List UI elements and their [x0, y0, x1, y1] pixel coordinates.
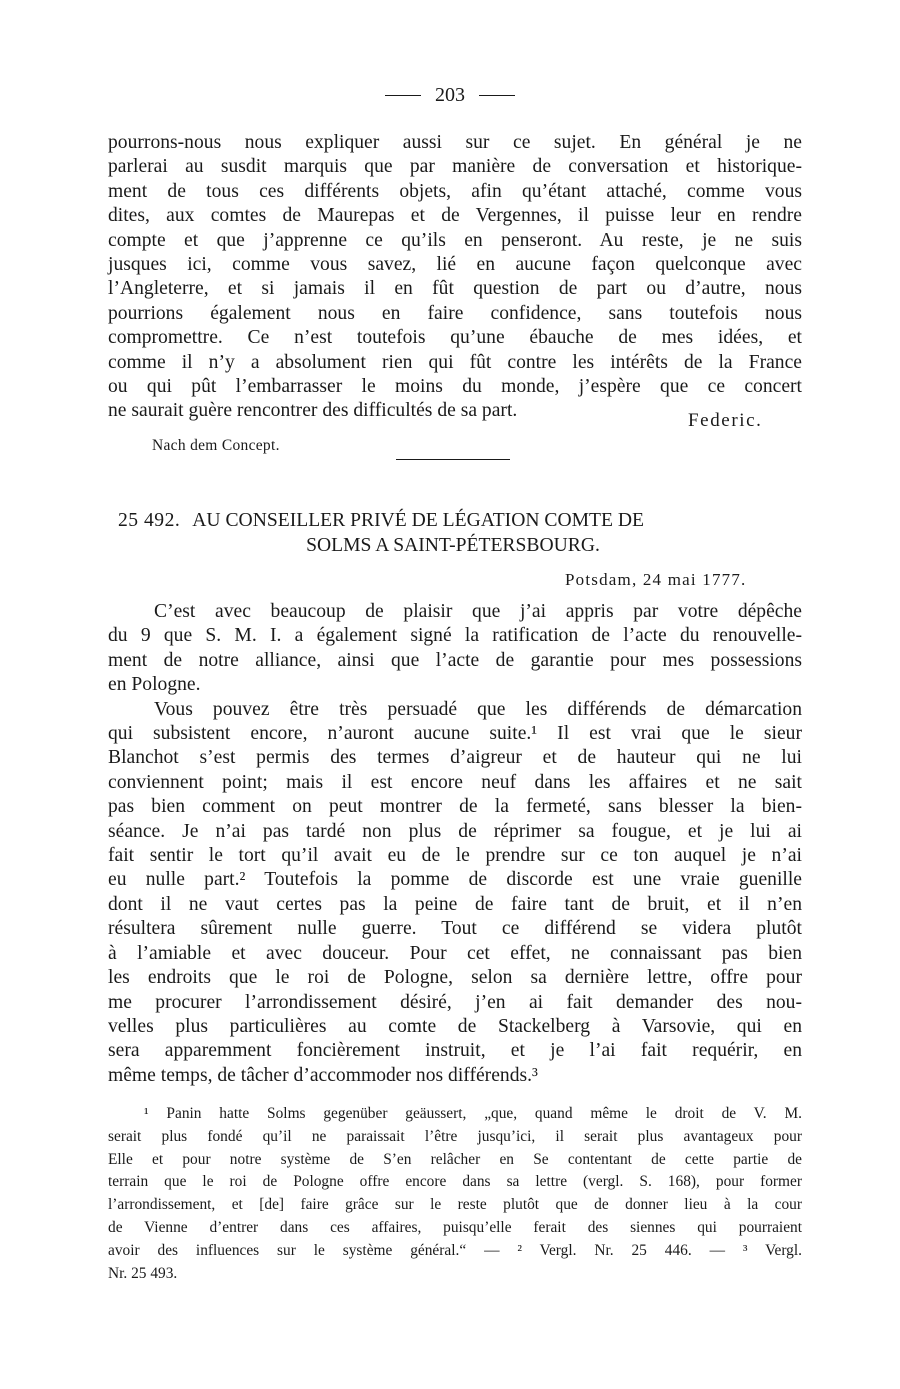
page-header: [0, 84, 900, 107]
text-line: Blanchot s’est permis des termes d’aigreur et de hauteur qui ne lui: [108, 747, 802, 769]
text-line: pas bien comment on peut montrer de la fermeté, sans blesser la bien-: [108, 796, 802, 818]
text-line: compte et que j’apprenne ce qu’ils en penseront. Au reste, je ne suis: [108, 229, 802, 251]
continuation-paragraph: [108, 131, 802, 424]
dateline: Potsdam, 24 mai 1777.: [565, 570, 747, 589]
letter-number: 25 492.: [118, 510, 181, 531]
page-number: 203: [435, 84, 465, 106]
footnote-line: avoir des influences sur le système général.“ — ² Vergl. Nr. 25 446. — ³ Vergl.: [108, 1241, 802, 1259]
text-line: résultera sûrement nulle guerre. Tout ce différend se videra plutôt: [108, 918, 802, 940]
text-line: ment de notre alliance, ainsi que l’acte de garantie pour mes possessions: [108, 649, 802, 671]
text-line: les endroits que le roi de Pologne, selon sa dernière lettre, offre pour: [108, 967, 802, 989]
section-divider: [396, 459, 510, 460]
text-line: me procurer l’arrondissement désiré, j’en ai fait demander des nou-: [108, 991, 802, 1013]
text-line: sera apparemment foncièrement instruit, et je l’ai fait requérir, en: [108, 1040, 802, 1062]
heading-line-2: SOLMS A SAINT-PÉTERSBOURG.: [306, 535, 600, 556]
text-line: compromettre. Ce n’est toutefois qu’une ébauche de mes idées, et: [108, 327, 802, 349]
footnote-line: ¹ Panin hatte Solms gegenüber geäussert, „que, quand même le droit de V. M.: [144, 1105, 802, 1122]
footnote-line: de Vienne d’entrer dans ces affaires, puisqu’elle ferait des siennes qui pourraient: [108, 1218, 802, 1236]
text-line: ne saurait guère rencontrer des difficultés de sa part.: [108, 400, 518, 422]
heading-line-1: AU CONSEILLER PRIVÉ DE LÉGATION COMTE DE: [192, 510, 644, 531]
text-line: même temps, de tâcher d’accommoder nos différends.³: [108, 1064, 538, 1086]
header-rule-left: [385, 95, 421, 96]
text-line: pourrons-nous nous expliquer aussi sur ce sujet. En général je ne: [108, 132, 802, 153]
text-line: ou qui pût l’embarrasser le moins du monde, j’espère que ce concert: [108, 376, 802, 398]
footnote-line: Elle et pour notre système de S’en relâcher en Se contentant de cette partie de: [108, 1150, 802, 1168]
text-line: en Pologne.: [108, 674, 201, 696]
footnote-line: Nr. 25 493.: [108, 1264, 178, 1282]
text-line: parlerai au susdit marquis que par manière de conversation et historique-: [108, 156, 802, 178]
text-line: fait sentir le tort qu’il avait eu de le prendre sur ce ton auquel je n’ai: [108, 845, 802, 867]
text-line: séance. Je n’ai pas tardé non plus de réprimer sa fougue, et je lui ai: [108, 820, 802, 842]
letter-body: [108, 600, 802, 1088]
footnote-line: serait plus fondé qu’il ne paraissait l’être jusqu’ici, il serait plus avantageux pour: [108, 1127, 802, 1145]
text-line: qui subsistent encore, n’auront aucune suite.¹ Il est vrai que le sieur: [108, 723, 802, 745]
signature: Federic.: [688, 410, 763, 431]
text-line: jusques ici, comme vous savez, lié en aucune façon quelconque avec: [108, 254, 802, 276]
source-note: Nach dem Concept.: [152, 437, 280, 454]
footnotes: [108, 1103, 802, 1285]
footnote-line: l’arrondissement, et [de] faire grâce sur le reste plutôt que de donner lieu à la cour: [108, 1196, 802, 1214]
text-line: du 9 que S. M. I. a également signé la ratification de l’acte du renouvelle-: [108, 625, 802, 647]
text-line: comme il n’y a absolument rien qui fût contre les intérêts de la France: [108, 351, 802, 373]
text-line: à l’amiable et avec douceur. Pour cet effet, ne connaissant pas bien: [108, 942, 802, 964]
header-rule-right: [479, 95, 515, 96]
text-line: pourrions également nous en faire confidence, sans toutefois nous: [108, 302, 802, 324]
letter-heading: [118, 508, 808, 558]
text-line: dont il ne vaut certes pas la peine de faire tant de bruit, et il n’en: [108, 893, 802, 915]
text-line: dites, aux comtes de Maurepas et de Vergennes, il puisse leur en rendre: [108, 205, 802, 227]
text-line: Vous pouvez être très persuadé que les différends de démarcation: [154, 698, 802, 720]
text-line: ment de tous ces différents objets, afin qu’étant attaché, comme vous: [108, 180, 802, 202]
text-line: l’Angleterre, et si jamais il en fût question de part ou d’autre, nous: [108, 278, 802, 300]
text-line: conviennent point; mais il est encore neuf dans les affaires et ne sait: [108, 771, 802, 793]
text-line: C’est avec beaucoup de plaisir que j’ai appris par votre dépêche: [154, 601, 802, 622]
text-line: velles plus particulières au comte de Stackelberg à Varsovie, qui en: [108, 1015, 802, 1037]
text-line: eu nulle part.² Toutefois la pomme de discorde est une vraie guenille: [108, 869, 802, 891]
footnote-line: terrain que le roi de Pologne offre encore dans sa lettre (vergl. S. 168), pour former: [108, 1173, 802, 1191]
